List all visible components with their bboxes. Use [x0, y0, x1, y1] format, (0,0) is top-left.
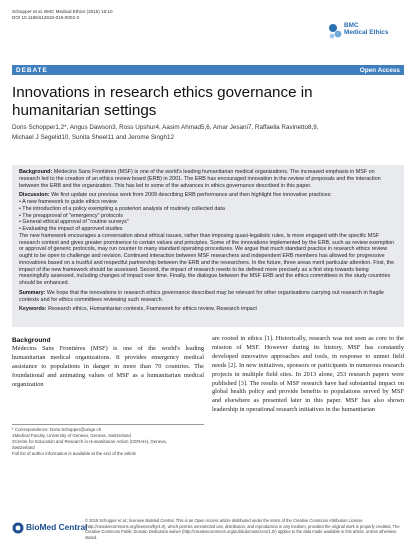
journal-logo [328, 22, 408, 46]
abstract-summary [19, 290, 397, 304]
publisher-logo [12, 521, 88, 535]
article-type-label: DEBATE [16, 66, 48, 74]
abstract-discussion [19, 192, 397, 199]
footnote-affiliation: Switzerland [12, 444, 35, 450]
body-paragraph: are rooted in ethics [1]. Historically, research was not seen as core to the mission of MSF. However during its history, MSF has constantly developed innovative approaches and tools, in response to unmet field needs [2]. In new initiatives, sponsors or participants in numerous research projects in multiple field sites. In 2013 alone, 253 research papers were published [3]. The results of MSF research have had substantial impact on global health policy and provide benefits to populations served by MSF and elsewhere as presented later in this paper. MSF has also shown leadership in operational research initiatives in the humanitarian [212, 335, 404, 414]
title-line: Innovations in research ethics governance in [12, 84, 313, 101]
journal-name-line2: Medical Ethics [344, 29, 389, 36]
list-item: • The preapproval of "emergency" protocols [19, 212, 123, 219]
abstract-background-label: Background: [19, 169, 53, 175]
abstract-summary-label: Summary: [19, 289, 46, 296]
abstract-background [19, 169, 397, 189]
keywords-label: Keywords: [19, 306, 47, 313]
body-paragraph: Médecins Sans Frontières (MSF) is one of the world's leading humanitarian medical organizations. It provides emergency medical assistance to populations in danger in more than 70 countries. The foundational and animating values of MSF as a humanitarian medical organization [12, 345, 204, 388]
citation-block [12, 9, 242, 22]
title-line: humanitarian settings [12, 101, 157, 119]
citation-line: Schopper et al. BMC Medical Ethics (2015) 16:10 [12, 9, 113, 14]
authors-line: Doris Schopper1,2*, Angus Dawson3, Ross Upshur4, Aasim Ahmad5,6, Amar Jesani7, Raffaella Ravinetto8,9, [12, 124, 319, 131]
biomed-central-icon [12, 522, 24, 534]
article-title [12, 84, 404, 119]
abstract-background-text: Médecins Sans Frontières (MSF) is one of the world's leading humanitarian medical organizations. The increased emphasis in MSF on research led to the creation of an ethics review board (ERB) in 2001. The ERB has encouraged innovation in the review of proposals and the interaction between the ERB and the organization. This has led to some of the advances in ethics governance described in this paper. [19, 169, 381, 189]
keywords-text: Research ethics, Humanitarian contexts, Framework for ethics review, Research impact [48, 306, 257, 313]
author-list [12, 123, 404, 143]
footnote-affiliation: 1Medical Faculty, University of Geneva, Geneva, Switzerland [12, 432, 131, 438]
list-item: • General ethical approval of "routine surveys" [19, 219, 129, 226]
article-type-band [12, 65, 404, 75]
abstract-discussion-label: Discussion: [19, 192, 50, 199]
footnote-correspondence: * Correspondence: Doris.Schopper@unige.ch [12, 427, 102, 432]
footnote-affiliation: 2Centre for Education and Research in Humanitarian Action (CERAH), Geneva, [12, 438, 167, 444]
footnote-more: Full list of author information is available at the end of the article [12, 450, 136, 456]
body-column-left [12, 337, 204, 390]
abstract-summary-text: We hope that the innovations in research ethics governance described may be relevant for other organisations carrying out research in fragile contexts and for ethics committees reviewing such research. [19, 289, 384, 303]
abstract-box [12, 165, 404, 327]
list-item: • The introduction of a policy exempting a posteriori analysis of routinely collected data [19, 205, 225, 212]
open-access-label: Open Access [359, 66, 400, 74]
bmc-mark-icon [328, 22, 342, 40]
authors-line: Michael J Segelid10, Sunita Sheel11 and Jerome Singh12 [12, 133, 174, 141]
section-heading-background: Background [12, 337, 51, 344]
list-item: • Evaluating the impact of approved studies [19, 226, 123, 232]
footnotes [12, 424, 204, 457]
innovation-list [19, 199, 397, 233]
abstract-keywords [19, 306, 397, 313]
abstract-discussion-continued: The new framework encourages a conversation about ethical issues, rather than imposing quasi-legalistic rules, is more engaged with the specific MSF research context and gives greater prominence to certain values and principles. Some of the innovations implemented by the ERB, such as review exemption or approval of generic protocols, may run counter to many standard operating procedures. We argue that much standard practice in research ethics review ought to be open to challenge and revision. Continued interaction between MSF researchers and independent ERB members has allowed for progressive innovations based on a trustful and respectful partnership between the ERB and the researchers. In the future, three areas merit particular attention. First, the impact of the new framework should be assessed. Second, the impact of research needs to be defined more precisely as a first step towards being meaningfully assessed, including changes of impact over time. Finally, the dialogue between the MSF ERB and the ethics committees in the study countries should be enhanced. [19, 232, 395, 286]
publisher-name: BioMed Central [26, 522, 88, 532]
body-column-right [212, 335, 404, 415]
license-text: © 2015 Schopper et al.; licensee BioMed Central. This is an Open Access article distributed under the terms of the Creative Commons Attribution License (http://creativecommons.org/licenses/by/4.0), which permits unrestricted use, distribution, and reproduction in any medium, provided the original work is properly credited. The Creative Commons Public Domain Dedication waiver (http://creativecommons.org/publicdomain/zero/1.0/) applies to the data made available in this article, unless otherwise stated. [85, 518, 400, 540]
journal-name-line1: BMC [344, 22, 359, 29]
doi-line: DOI 10.1186/s12910-015-0002-3 [12, 15, 80, 21]
list-item: • A new framework to guide ethics review [19, 199, 117, 205]
abstract-discussion-text: We first update our previous work from 2009 describing ERB performance and then highlight five innovative practices: [51, 192, 332, 199]
